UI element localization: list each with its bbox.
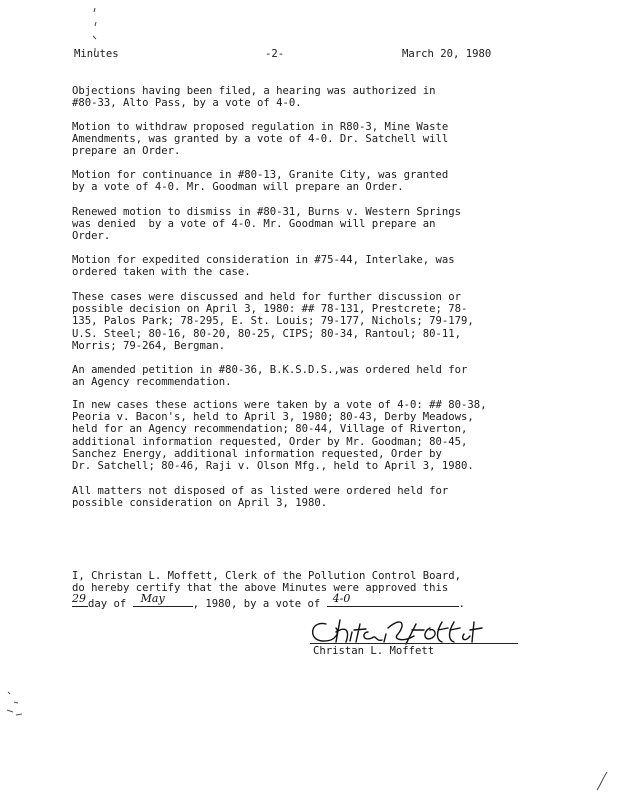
day-field bbox=[72, 594, 88, 607]
paragraph-line: ordered taken with the case. bbox=[72, 266, 251, 279]
paragraph-line: additional information requested, Order by Mr. Goodman; 80-45, bbox=[72, 435, 468, 448]
paragraph bbox=[72, 485, 542, 509]
paragraph bbox=[72, 254, 542, 278]
certification-end: . bbox=[458, 598, 466, 611]
paragraph-line: Dr. Satchell; 80-46, Raji v. Olson Mfg., held to April 3, 1980. bbox=[72, 460, 474, 473]
paragraph-line: In new cases these actions were taken by a vote of 4-0: ## 80-38, bbox=[72, 399, 487, 411]
paragraph-line: Objections having been filed, a hearing was authorized in bbox=[72, 85, 436, 97]
paragraph-line: Motion for expedited consideration in #75-44, Interlake, was bbox=[72, 254, 455, 266]
header-date: March 20, 1980 bbox=[402, 48, 492, 60]
paragraph-line: #80-33, Alto Pass, by a vote of 4-0. bbox=[72, 97, 302, 110]
paragraph-line: An amended petition in #80-36, B.K.S.D.S.,was ordered held for bbox=[72, 364, 468, 376]
paragraph bbox=[72, 206, 542, 243]
paragraph-line: an Agency recommendation. bbox=[72, 376, 232, 389]
paragraph bbox=[72, 364, 542, 388]
paragraph-line: Sanchez Energy, additional information requested, Order by bbox=[72, 447, 442, 460]
paragraph-line: Morris; 79-264, Bergman. bbox=[72, 339, 226, 352]
certification-line-2: do hereby certify that the above Minutes were approved this bbox=[72, 582, 449, 595]
paragraph-line: These cases were discussed and held for further discussion or bbox=[72, 291, 462, 303]
paragraph-line: possible consideration on April 3, 1980. bbox=[72, 497, 328, 510]
scan-speck-corner bbox=[595, 770, 609, 792]
paragraph-line: All matters not disposed of as listed were ordered held for bbox=[72, 485, 449, 497]
paragraph-line: 135, Palos Park; 78-295, E. St. Louis; 79-177, Nichols; 79-179, bbox=[72, 315, 474, 328]
year-vote-text: , 1980, by a vote of bbox=[192, 598, 321, 611]
paragraph bbox=[72, 399, 542, 472]
paragraph-line: Motion to withdraw proposed regulation in R80-3, Mine Waste bbox=[72, 121, 449, 133]
paragraph-line: Amendments, was granted by a vote of 4-0. Dr. Satchell will bbox=[72, 133, 449, 146]
certification-line-1: I, Christan L. Moffett, Clerk of the Pollution Control Board, bbox=[72, 570, 462, 582]
paragraph bbox=[72, 169, 542, 193]
certification-line-3 bbox=[72, 594, 552, 610]
scan-speck-left bbox=[4, 690, 26, 720]
paragraph bbox=[72, 291, 542, 352]
paragraph-line: Order. bbox=[72, 230, 111, 243]
vote-field bbox=[327, 594, 459, 607]
signer-name: Christan L. Moffett bbox=[313, 645, 435, 657]
header-left: Minutes bbox=[74, 48, 119, 60]
paragraph-line: by a vote of 4-0. Mr. Goodman will prepare an Order. bbox=[72, 181, 404, 194]
page-number: -2- bbox=[265, 48, 285, 60]
signature-line bbox=[310, 643, 518, 644]
scan-speck-top bbox=[90, 6, 100, 56]
paragraph bbox=[72, 121, 542, 158]
paragraph-line: held for an Agency recommendation; 80-44, Village of Riverton, bbox=[72, 423, 468, 436]
paragraph-line: U.S. Steel; 80-16, 80-20, 80-25, CIPS; 80-34, Rantoul; 80-11, bbox=[72, 327, 462, 340]
paragraph-line: prepare an Order. bbox=[72, 145, 181, 158]
paragraph bbox=[72, 85, 542, 109]
paragraph-line: Motion for continuance in #80-13, Granite City, was granted bbox=[72, 169, 449, 181]
month-field bbox=[133, 594, 193, 607]
paragraph-line: possible decision on April 3, 1980: ## 78-131, Prestcrete; 78- bbox=[72, 303, 468, 316]
paragraph-line: Renewed motion to dismiss in #80-31, Burns v. Western Springs bbox=[72, 206, 462, 218]
day-of-text: day of bbox=[88, 598, 127, 611]
day-handwritten: 29 bbox=[72, 592, 86, 606]
certification bbox=[72, 570, 552, 611]
month-handwritten: May bbox=[140, 592, 165, 606]
vote-handwritten: 4-0 bbox=[332, 592, 351, 606]
paragraph-line: was denied by a vote of 4-0. Mr. Goodman will prepare an bbox=[72, 218, 436, 231]
paragraph-line: Peoria v. Bacon's, held to April 3, 1980; 80-43, Derby Meadows, bbox=[72, 411, 474, 424]
